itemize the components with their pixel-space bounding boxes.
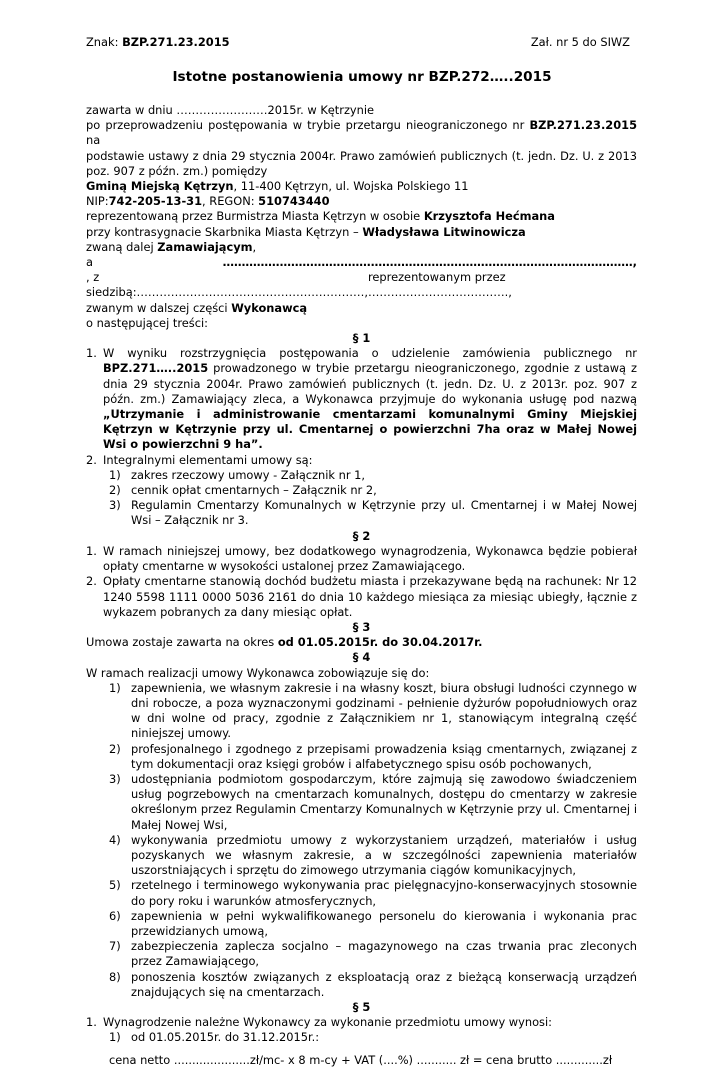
rep2-blank: ………………………………., bbox=[367, 285, 512, 300]
point-number: 1. bbox=[86, 1015, 97, 1030]
item-number: 3) bbox=[109, 771, 121, 786]
seat-label: , z siedzibą: bbox=[86, 270, 137, 300]
s5-point-1 bbox=[86, 1015, 637, 1030]
reference-label: Znak: bbox=[86, 35, 123, 49]
point-number: 1. bbox=[86, 543, 97, 558]
list-item bbox=[86, 939, 637, 969]
s1-point-2 bbox=[86, 453, 637, 468]
item-text: udostępniania podmiotom gospodarczym, które zajmują się zawodowo świadczeniem usług pogrzebowych na cmentarzach komunalnych, dostępu do cmentarzy w zakresie określonym przez Regulamin Cmentarzy Komunalnych w Kętrzynie przy ul. Cmentarnej i Małej Nowej Wsi, bbox=[131, 771, 637, 832]
section-4-heading: § 4 bbox=[352, 650, 371, 665]
item-number: 1) bbox=[109, 1030, 121, 1045]
following-line: o następującej treści: bbox=[86, 315, 208, 330]
item-text: ponoszenia kosztów związanych z eksploatacją oraz z bieżącą konserwacją urządzeń znajdujących się na cmentarzach. bbox=[131, 969, 637, 999]
called-end: , bbox=[252, 239, 257, 254]
list-item bbox=[86, 878, 637, 908]
item-number: 2) bbox=[109, 741, 121, 756]
list-item bbox=[86, 681, 637, 742]
point-text: Wynagrodzenie należne Wykonawcy za wykonanie przedmiotu umowy wynosi: bbox=[103, 1015, 552, 1030]
term-dates: od 01.05.2015r. do 30.04.2017r. bbox=[277, 635, 483, 650]
service-name: „Utrzymanie i administrowanie cmentarzami komunalnymi Gminy Miejskiej Kętrzyn w Kętrzynie przy ul. Cmentarnej o powierzchni 7ha oraz w Małej Nowej Wsi o powierzchni 9 ha”. bbox=[103, 407, 637, 452]
representative-name: Krzysztofa Hećmana bbox=[423, 209, 555, 224]
countersign-name: Władysława Litwinowicza bbox=[362, 224, 526, 239]
representative-line bbox=[86, 209, 637, 224]
gmina-name: Gminą Miejską Kętrzyn bbox=[86, 179, 234, 194]
section-5-heading: § 5 bbox=[352, 999, 371, 1014]
list-item bbox=[86, 742, 637, 772]
contractor-blank: ………………………………………………………………………………………………, bbox=[222, 255, 637, 270]
concluded-line: zawarta w dniu ……………………2015r. w Kętrzynie bbox=[86, 103, 375, 117]
list-item bbox=[86, 909, 637, 939]
point-text: Integralnymi elementami umowy są: bbox=[103, 452, 313, 467]
item-text: profesjonalnego i zgodnego z przepisami prowadzenia ksiąg cmentarnych, związanej z tym dokumentacji oraz księgi grobów i alfabetycznego spisu osób pochowanych, bbox=[131, 741, 637, 771]
s2-point-1 bbox=[86, 544, 637, 574]
item-text: zapewnienia, we własnym zakresie i na własny koszt, biura obsługi ludności czynnego w dni robocze, a poza wyznaczonymi godzinami - pełnienie dyżurów popołudniowych oraz w dni wolne od pracy, zgodnie z Załącznikiem nr 1, stanowiącym integralną część niniejszej umowy. bbox=[131, 680, 637, 741]
term-line bbox=[86, 635, 637, 650]
item-number: 1) bbox=[109, 680, 121, 695]
item-text: Regulamin Cmentarzy Komunalnych w Kętrzynie przy ul. Cmentarnej i w Małej Nowej Wsi – Załącznik nr 3. bbox=[131, 498, 637, 528]
list-item bbox=[86, 833, 637, 879]
procedure-text-end: na bbox=[86, 133, 101, 148]
legal-basis: podstawie ustawy z dnia 29 stycznia 2004r. Prawo zamówień publicznych (t. jedn. Dz. U. z 2013 poz. 907 z późn. zm.) pomiędzy bbox=[86, 148, 637, 178]
section-2-heading: § 2 bbox=[352, 528, 371, 543]
spacer bbox=[86, 1046, 637, 1053]
s1-point-1 bbox=[86, 346, 637, 452]
list-item bbox=[86, 498, 637, 528]
called-text: zwaną dalej bbox=[86, 239, 158, 254]
reference-number bbox=[86, 35, 230, 50]
nip-label: NIP: bbox=[86, 194, 109, 209]
nip-value: 742-205-13-31 bbox=[108, 194, 203, 209]
rep2-label: reprezentowanym przez bbox=[367, 270, 506, 285]
item-text: cennik opłat cmentarnych – Załącznik nr 2, bbox=[131, 483, 377, 498]
item-number: 5) bbox=[109, 878, 121, 893]
item-text: zapewnienia w pełni wykwalifikowanego personelu do kierowania i wykonania prac przewidzianych umową, bbox=[131, 908, 637, 938]
list-item bbox=[86, 772, 637, 833]
contractor-text: zwanym w dalszej części bbox=[86, 300, 232, 315]
document-body bbox=[86, 103, 637, 1068]
s1-text-a: W wyniku rozstrzygnięcia postępowania o udzielenie zamówienia publicznego nr bbox=[103, 346, 637, 361]
procedure-ref: BZP.271.23.2015 bbox=[529, 118, 637, 133]
countersign-text: przy kontrasygnacie Skarbnika Miasta Kętrzyn – bbox=[86, 224, 363, 239]
point-text: W ramach niniejszej umowy, bez dodatkowego wynagrodzenia, Wykonawca będzie pobierał opłaty cmentarne w wysokości ustalonej przez Zamawiającego. bbox=[103, 543, 637, 574]
gmina-address: , 11-400 Kętrzyn, ul. Wojska Polskiego 11 bbox=[233, 179, 469, 194]
rep2-part bbox=[368, 270, 637, 300]
item-number: 4) bbox=[109, 832, 121, 847]
countersign-line bbox=[86, 225, 637, 240]
point-number: 2. bbox=[86, 452, 97, 467]
called-employer bbox=[86, 240, 637, 255]
called-contractor bbox=[86, 301, 637, 316]
item-text: rzetelnego i terminowego wykonywania prac pielęgnacyjno-konserwacyjnych stosownie do pory roku i warunków atmosferycznych, bbox=[131, 878, 637, 908]
seat-part bbox=[86, 270, 368, 300]
procedure-line bbox=[86, 118, 637, 148]
regon-label: , REGON: bbox=[202, 194, 259, 209]
contractor-line bbox=[86, 255, 637, 270]
point-number: 1. bbox=[86, 346, 97, 361]
reference-value: BZP.271.23.2015 bbox=[122, 35, 230, 49]
list-item bbox=[86, 1030, 637, 1045]
item-number: 7) bbox=[109, 939, 121, 954]
procedure-text: po przeprowadzeniu postępowania w trybie przetargu nieograniczonego nr bbox=[86, 118, 530, 133]
item-text: zakres rzeczowy umowy - Załącznik nr 1, bbox=[131, 467, 366, 482]
s4-lead: W ramach realizacji umowy Wykonawca zobowiązuje się do: bbox=[86, 665, 430, 680]
item-number: 2) bbox=[109, 483, 121, 498]
section-1-heading: § 1 bbox=[352, 331, 371, 346]
section-3-heading: § 3 bbox=[352, 619, 371, 634]
s1-ref: BPZ.271…..2015 bbox=[103, 361, 209, 376]
seat-blank: ……………………………………………………, bbox=[136, 285, 368, 300]
s1-text-b: prowadzonego w trybie przetargu nieograniczonego, zgodnie z ustawą z dnia 29 stycznia 2004r. Prawo zamówień publicznych (t. jedn. Dz. U. z 2013r. poz. 907 z późn. zm.) Zamawiający zleca, a Wykonawca przyjmuje do wykonania usługę pod nazwą bbox=[103, 361, 637, 406]
employer-name: Zamawiającym bbox=[157, 239, 253, 254]
price-line: cena netto .....................zł/mc- x 8 m-cy + VAT (....%) ........... zł = cena brutto .............zł bbox=[109, 1052, 613, 1067]
item-number: 6) bbox=[109, 908, 121, 923]
point-text bbox=[103, 346, 637, 452]
item-number: 3) bbox=[109, 498, 121, 513]
list-item bbox=[86, 970, 637, 1000]
party-gmina bbox=[86, 179, 637, 194]
point-number: 2. bbox=[86, 574, 97, 589]
nip-regon bbox=[86, 194, 637, 209]
contractor-name: Wykonawcą bbox=[231, 300, 308, 315]
a-label: a bbox=[86, 255, 93, 270]
regon-value: 510743440 bbox=[258, 194, 330, 209]
point-text: Opłaty cmentarne stanowią dochód budżetu miasta i przekazywane będą na rachunek: Nr 12 1240 5598 1111 0000 5036 2161 do dnia 10 każdego miesiąca za miesiąc ubiegły, łącznie z wykazem pobranych za dany miesiąc opłat. bbox=[103, 574, 637, 619]
list-item bbox=[86, 468, 637, 483]
item-text: zabezpieczenia zaplecza socjalno – magazynowego na czas trwania prac zleconych przez Zamawiającego, bbox=[131, 939, 637, 969]
item-number: 1) bbox=[109, 467, 121, 482]
document-title: Istotne postanowienia umowy nr BZP.272…..2015 bbox=[172, 69, 552, 85]
term-text: Umowa zostaje zawarta na okres bbox=[86, 635, 278, 650]
item-text: wykonywania przedmiotu umowy z wykorzystaniem urządzeń, materiałów i usług pozyskanych we własnym zakresie, a w szczególności zapewnienia materiałów uszorstniających i sprzętu do zimowego utrzymania ciągów komunikacyjnych, bbox=[131, 832, 637, 878]
attachment-label: Zał. nr 5 do SIWZ bbox=[530, 35, 630, 49]
representative-text: reprezentowaną przez Burmistrza Miasta Kętrzyn w osobie bbox=[86, 209, 424, 224]
item-number: 8) bbox=[109, 969, 121, 984]
list-item bbox=[86, 483, 637, 498]
item-text: od 01.05.2015r. do 31.12.2015r.: bbox=[131, 1030, 320, 1045]
seat-line bbox=[86, 270, 637, 300]
s2-point-2 bbox=[86, 574, 637, 620]
